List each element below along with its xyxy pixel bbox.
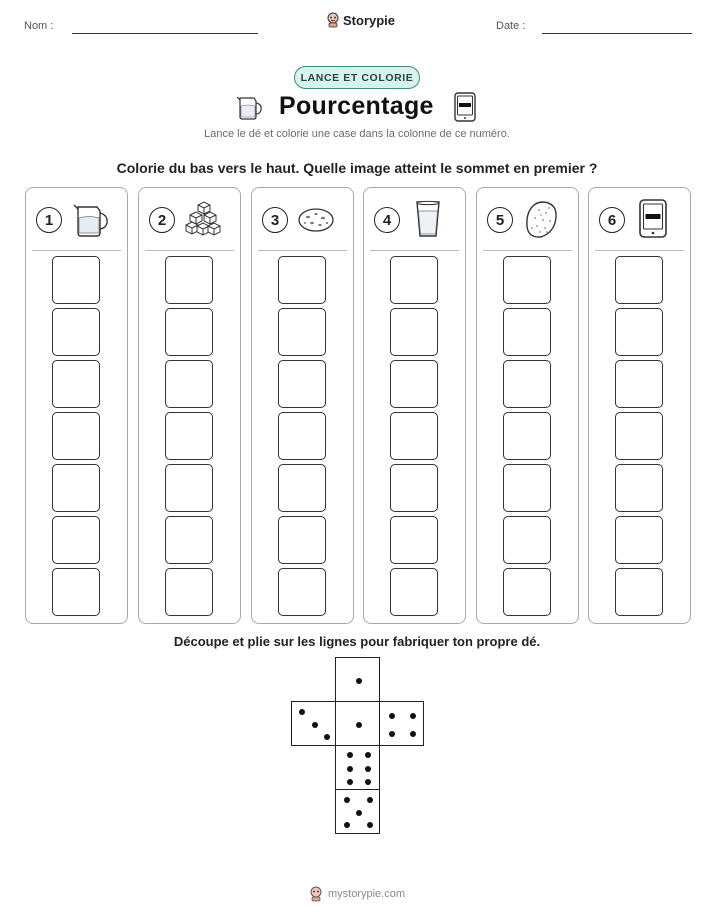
dice-face-3 (291, 701, 336, 746)
color-cell[interactable] (165, 464, 213, 512)
brand-name: Storypie (343, 12, 396, 28)
column-2 (138, 187, 241, 624)
column-divider (258, 250, 347, 251)
color-cell[interactable] (165, 256, 213, 304)
dice-pip (347, 766, 353, 772)
dice-pip (356, 722, 362, 728)
dice-pip (347, 779, 353, 785)
color-cell[interactable] (278, 516, 326, 564)
dice-pip (324, 734, 330, 740)
activity-badge: LANCE ET COLORIE (294, 66, 420, 89)
milk-jug-icon (70, 199, 110, 244)
color-cell[interactable] (503, 464, 551, 512)
dice-pip (299, 709, 305, 715)
color-cell[interactable] (278, 256, 326, 304)
dice-pip (389, 713, 395, 719)
color-cell[interactable] (278, 464, 326, 512)
column-divider (483, 250, 572, 251)
color-cell[interactable] (615, 308, 663, 356)
dice-pip (344, 797, 350, 803)
dice-pip (344, 822, 350, 828)
storypie-mascot-icon (308, 886, 324, 902)
potato-icon (521, 199, 561, 244)
milk-jug-icon (234, 92, 264, 122)
color-cell[interactable] (390, 568, 438, 616)
color-cell[interactable] (615, 516, 663, 564)
color-cell[interactable] (390, 464, 438, 512)
column-number: 4 (374, 207, 400, 233)
color-cell[interactable] (503, 308, 551, 356)
color-cell[interactable] (52, 256, 100, 304)
color-cell[interactable] (503, 256, 551, 304)
dice-face-6 (335, 745, 380, 790)
color-cell[interactable] (278, 308, 326, 356)
brand-logo (326, 12, 395, 28)
column-divider (32, 250, 121, 251)
cookie-icon (296, 199, 336, 244)
storypie-mascot-icon (326, 12, 340, 28)
title-row (0, 92, 714, 124)
name-line (72, 33, 258, 34)
color-cell[interactable] (165, 308, 213, 356)
page-title: Pourcentage (279, 92, 434, 120)
color-cell[interactable] (503, 516, 551, 564)
color-cell[interactable] (165, 412, 213, 460)
color-cell[interactable] (278, 412, 326, 460)
color-cell[interactable] (390, 308, 438, 356)
color-cell[interactable] (390, 412, 438, 460)
color-cell[interactable] (52, 516, 100, 564)
date-label: Date : (496, 20, 526, 32)
color-cell[interactable] (278, 360, 326, 408)
column-header (477, 188, 578, 250)
column-header (26, 188, 127, 250)
dice-pip (356, 810, 362, 816)
column-5 (476, 187, 579, 624)
color-cell[interactable] (278, 568, 326, 616)
color-cell[interactable] (165, 360, 213, 408)
column-divider (370, 250, 459, 251)
color-cell[interactable] (615, 568, 663, 616)
tablet-icon (633, 199, 673, 244)
column-4 (363, 187, 466, 624)
color-cell[interactable] (503, 360, 551, 408)
dice-pip (410, 731, 416, 737)
column-1 (25, 187, 128, 624)
color-cell[interactable] (52, 568, 100, 616)
color-cell[interactable] (503, 568, 551, 616)
color-cell[interactable] (165, 516, 213, 564)
dice-pip (312, 722, 318, 728)
column-number: 6 (599, 207, 625, 233)
color-cell[interactable] (165, 568, 213, 616)
column-number: 5 (487, 207, 513, 233)
color-cell[interactable] (52, 464, 100, 512)
column-number: 2 (149, 207, 175, 233)
dice-face-1 (335, 701, 380, 746)
date-line (542, 33, 692, 34)
cut-instruction: Découpe et plie sur les lignes pour fabriquer ton propre dé. (173, 634, 541, 649)
color-cell[interactable] (615, 360, 663, 408)
dice-pip (347, 752, 353, 758)
dice-face-1 (335, 657, 380, 702)
column-header (252, 188, 353, 250)
column-divider (145, 250, 234, 251)
color-cell[interactable] (503, 412, 551, 460)
column-6 (588, 187, 691, 624)
dice-pip (389, 731, 395, 737)
dice-pip (365, 779, 371, 785)
dice-pip (356, 678, 362, 684)
column-3 (251, 187, 354, 624)
footer-url: mystorypie.com (328, 888, 406, 900)
dice-pip (410, 713, 416, 719)
color-cell[interactable] (615, 256, 663, 304)
column-header (364, 188, 465, 250)
column-header (589, 188, 690, 250)
name-label: Nom : (24, 20, 54, 32)
column-divider (595, 250, 684, 251)
dice-pip (365, 766, 371, 772)
dice-pip (367, 822, 373, 828)
column-number: 3 (262, 207, 288, 233)
glass-icon (408, 199, 448, 244)
column-number: 1 (36, 207, 62, 233)
dice-pip (367, 797, 373, 803)
color-cell[interactable] (615, 464, 663, 512)
color-cell[interactable] (390, 256, 438, 304)
color-cell[interactable] (52, 308, 100, 356)
footer (308, 886, 405, 902)
instruction: Colorie du bas vers le haut. Quelle image atteint le sommet en premier ? (116, 160, 598, 176)
column-header (139, 188, 240, 250)
color-cell[interactable] (52, 360, 100, 408)
dice-face-4 (379, 701, 424, 746)
tablet-icon (453, 92, 477, 122)
dice-face-5 (335, 789, 380, 834)
dice-pip (365, 752, 371, 758)
color-cell[interactable] (615, 412, 663, 460)
color-cell[interactable] (52, 412, 100, 460)
sugar-cubes-icon (183, 199, 223, 244)
color-cell[interactable] (390, 360, 438, 408)
subtitle: Lance le dé et colorie une case dans la colonne de ce numéro. (204, 128, 510, 140)
color-cell[interactable] (390, 516, 438, 564)
